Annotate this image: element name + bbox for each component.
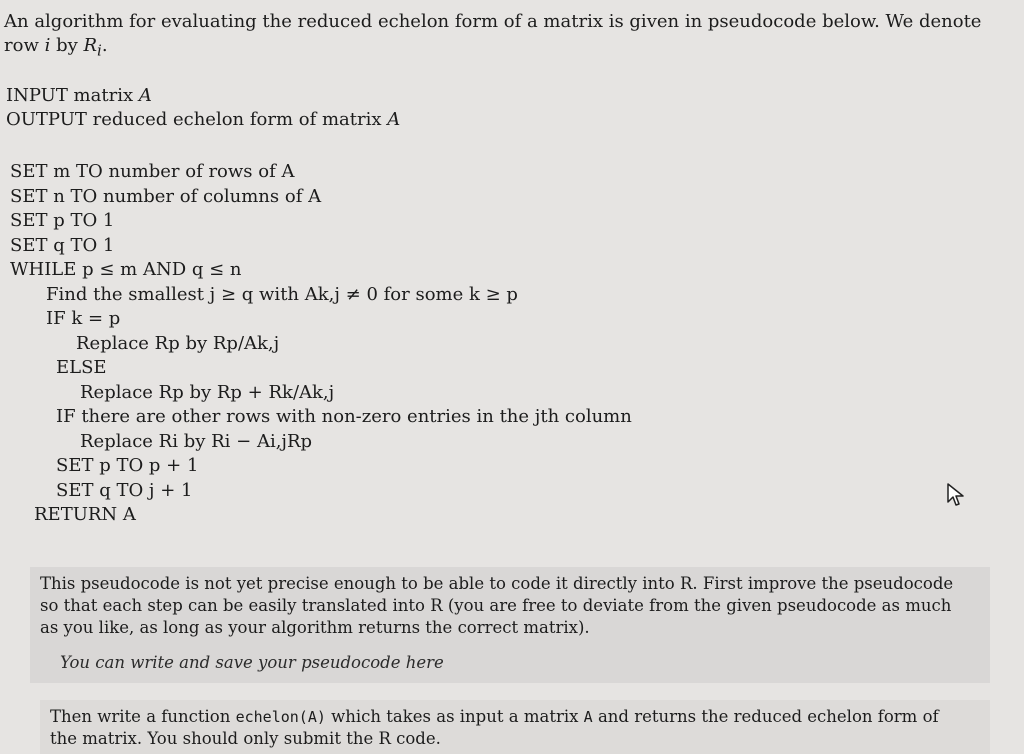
task2-panel: [40, 700, 990, 754]
pseudocode-line: SET q TO j + 1: [56, 479, 193, 501]
intro-paragraph: [4, 10, 1016, 63]
pseudocode-line: SET p TO 1: [10, 210, 115, 231]
intro-sub-i: i: [97, 41, 102, 60]
pseudocode-line: RETURN A: [34, 504, 136, 525]
pseudocode-answer-field[interactable]: You can write and save your pseudocode here: [60, 653, 444, 672]
output-var: A: [387, 109, 401, 130]
task2-before: Then write a function: [50, 707, 236, 726]
pseudocode-line: Replace Rp by Rp/Ak,j: [76, 332, 280, 354]
task2-func: echelon(A): [235, 708, 326, 726]
task2-middle: which takes as input a matrix: [325, 707, 584, 726]
intro-text: An algorithm for evaluating the reduced echelon form of a matrix is given in pseudocode below. We denote row: [4, 11, 982, 56]
task2-after: and returns the reduced echelon form of the matrix. You should only submit the R code.: [50, 707, 939, 748]
task-text: This pseudocode is not yet precise enough to be able to code it directly into R. First improve the pseudocode so that each step can be easily translated into R (you are free to deviate from the given pseudocode as much as you like, as long as your algorithm returns the correct matrix).: [40, 574, 954, 637]
input-label: INPUT matrix: [6, 85, 139, 106]
output-line: [6, 108, 400, 132]
pseudocode-line: Find the smallest j ≥ q with Ak,j ≠ 0 for some k ≥ p: [46, 283, 518, 305]
pseudocode-line: SET p TO p + 1: [56, 455, 199, 476]
intro-end: .: [101, 35, 108, 56]
task-panel: [30, 567, 990, 683]
pseudocode-line: Replace Ri by Ri − Ai,jRp: [80, 430, 313, 452]
pseudocode-line: IF k = p: [46, 308, 121, 329]
pseudocode-line: ELSE: [56, 357, 107, 378]
intro-var-R: R: [83, 35, 98, 56]
pseudocode-block: [10, 160, 632, 528]
pseudocode-line: WHILE p ≤ m AND q ≤ n: [10, 259, 242, 280]
input-var: A: [138, 85, 152, 106]
pseudocode-line: SET m TO number of rows of A: [10, 161, 295, 182]
pseudocode-line: SET n TO number of columns of A: [10, 185, 322, 207]
task2-var: A: [583, 708, 593, 726]
task2-text: [50, 706, 970, 750]
output-label: OUTPUT reduced echelon form of matrix: [6, 109, 388, 130]
pseudocode-line: SET q TO 1: [10, 234, 115, 256]
input-output: [6, 84, 400, 132]
pseudocode-line: Replace Rp by Rp + Rk/Ak,j: [80, 381, 335, 403]
mouse-pointer-icon: [944, 482, 968, 508]
intro-by: by: [50, 35, 84, 56]
pseudocode-line: IF there are other rows with non-zero entries in the jth column: [56, 406, 632, 427]
intro-var-i: i: [44, 35, 51, 56]
input-line: [6, 84, 400, 108]
